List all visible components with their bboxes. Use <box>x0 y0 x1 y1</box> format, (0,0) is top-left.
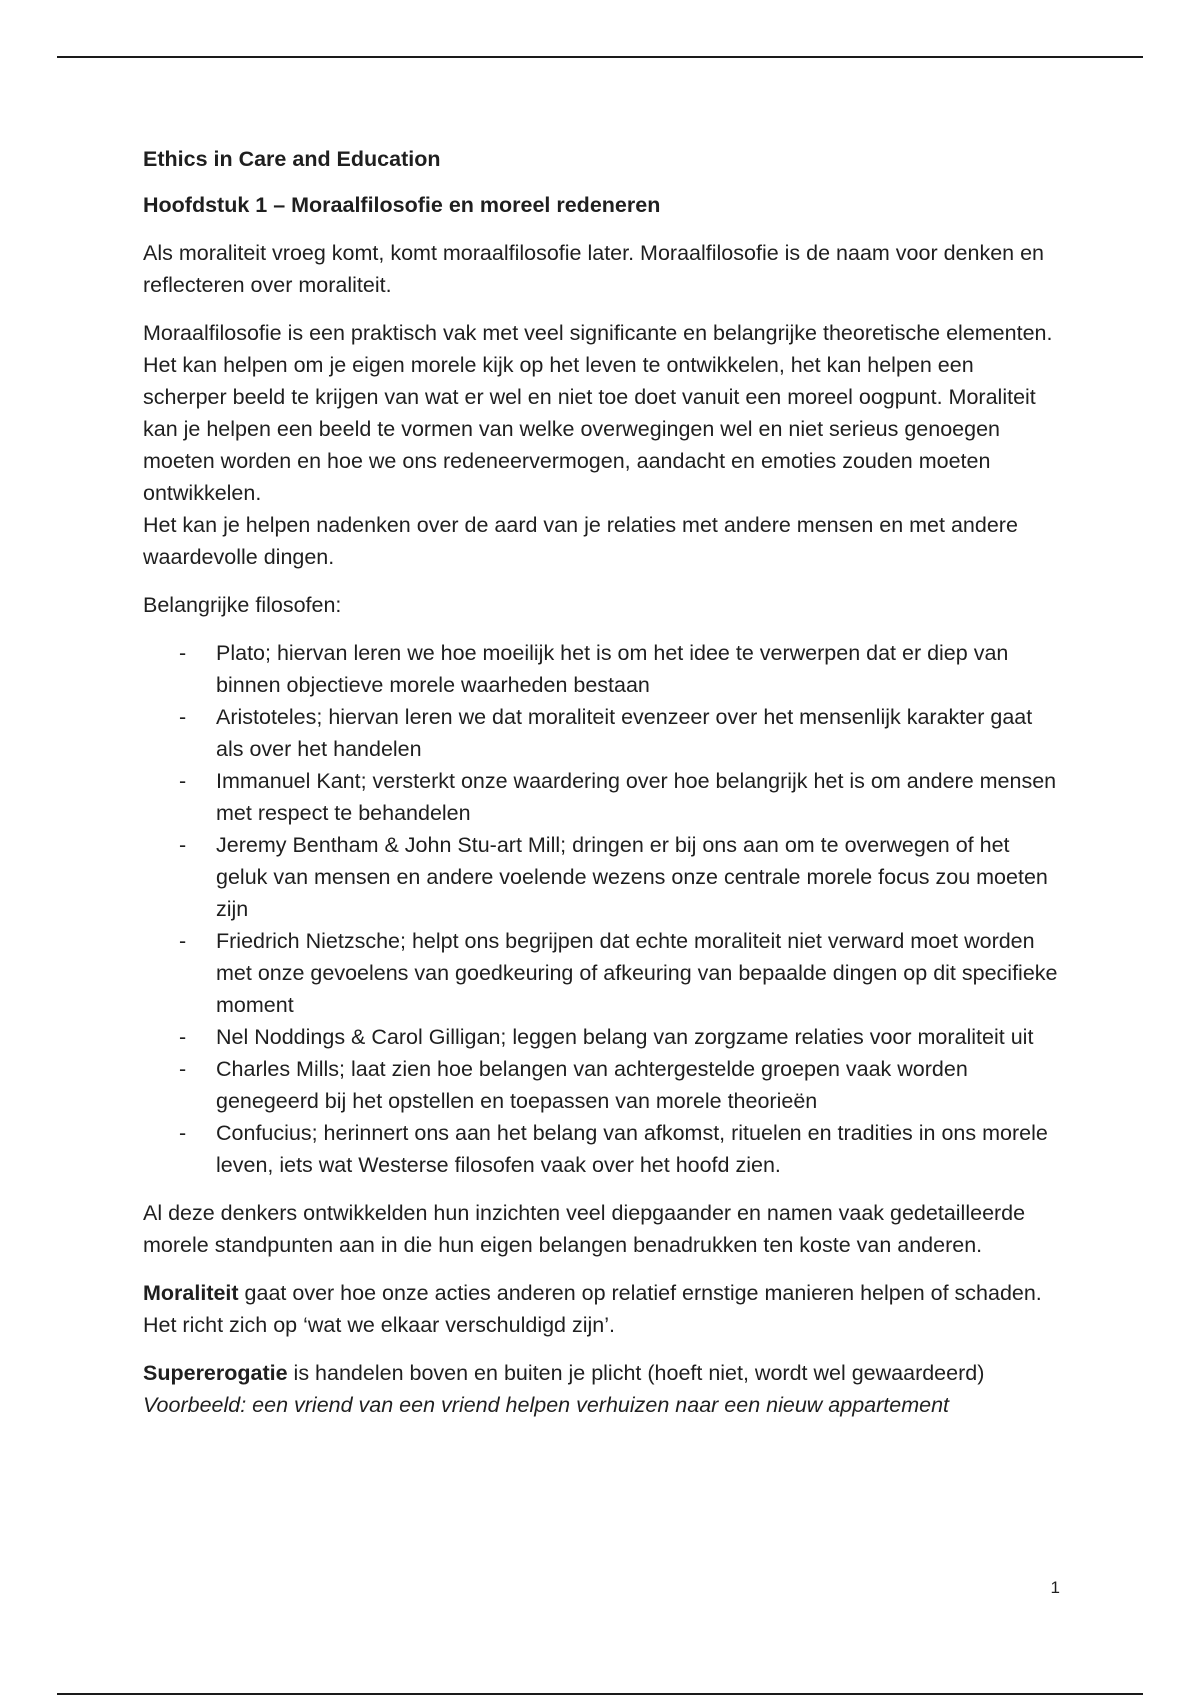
page-content <box>143 143 1063 1437</box>
moral-philosophy-paragraph <box>143 317 1063 573</box>
philosophers-list <box>143 637 1063 1181</box>
moral-philosophy-text: Moraalfilosofie is een praktisch vak met veel significante en belangrijke theoretische elementen. Het kan helpen om je eigen morele kijk op het leven te ontwikkelen, het kan helpen een scherper beeld te krijgen van wat er wel en niet toe doet vanuit een moreel oogpunt. Moraliteit kan je helpen een beeld te vormen van welke overwegingen wel en niet serieus genoegen moeten worden en hoe we ons redeneervermogen, aandacht en emoties zouden moeten ontwikkelen. <box>143 321 1053 505</box>
list-item <box>143 925 1063 1021</box>
bullet-dash: - <box>179 1057 187 1081</box>
bullet-dash: - <box>179 1025 187 1049</box>
bullet-dash: - <box>179 1121 187 1145</box>
philosophers-heading: Belangrijke filosofen: <box>143 593 342 617</box>
list-item-text: Plato; hiervan leren we hoe moeilijk het is om het idee te verwerpen dat er diep van binnen objectieve morele waarheden bestaan <box>216 641 1009 697</box>
list-item <box>143 829 1063 925</box>
list-item <box>143 701 1063 765</box>
bullet-dash: - <box>179 833 187 857</box>
list-item <box>143 1053 1063 1117</box>
list-item-text: Aristoteles; hiervan leren we dat moraliteit evenzeer over het mensenlijk karakter gaat als over het handelen <box>216 705 1033 761</box>
chapter-heading: Hoofdstuk 1 – Moraalfilosofie en moreel redeneren <box>143 193 661 217</box>
list-item <box>143 765 1063 829</box>
bullet-dash: - <box>179 769 187 793</box>
morality-definition-text: gaat over hoe onze acties anderen op relatief ernstige manieren helpen of schaden. Het richt zich op ‘wat we elkaar verschuldigd zijn’. <box>143 1281 1042 1337</box>
morality-definition <box>143 1277 1063 1341</box>
bullet-dash: - <box>179 929 187 953</box>
list-item-text: Immanuel Kant; versterkt onze waardering over hoe belangrijk het is om andere mensen met respect te behandelen <box>216 769 1057 825</box>
list-item-text: Jeremy Bentham & John Stu-art Mill; dringen er bij ons aan om te overwegen of het geluk van mensen en andere voelende wezens onze centrale morele focus zou moeten zijn <box>216 833 1048 921</box>
bullet-dash: - <box>179 705 187 729</box>
list-item-text: Nel Noddings & Carol Gilligan; leggen belang van zorgzame relaties voor moraliteit uit <box>216 1025 1034 1049</box>
relations-text: Het kan je helpen nadenken over de aard van je relaties met andere mensen en met andere waardevolle dingen. <box>143 513 1018 569</box>
list-item-text: Confucius; herinnert ons aan het belang van afkomst, rituelen en tradities in ons morele leven, iets wat Westerse filosofen vaak over het hoofd zien. <box>216 1121 1048 1177</box>
list-item <box>143 1117 1063 1181</box>
supererogation-definition <box>143 1357 1063 1421</box>
list-item-text: Charles Mills; laat zien hoe belangen van achtergestelde groepen vaak worden genegeerd bij het opstellen en toepassen van morele theorieën <box>216 1057 968 1113</box>
page-number: 1 <box>1050 1578 1060 1597</box>
list-item <box>143 1021 1063 1053</box>
document-title: Ethics in Care and Education <box>143 147 441 171</box>
example-text: Voorbeeld: een vriend van een vriend helpen verhuizen naar een nieuw appartement <box>143 1393 950 1417</box>
morality-term: Moraliteit <box>143 1281 239 1305</box>
supererogation-definition-text: is handelen boven en buiten je plicht (hoeft niet, wordt wel gewaardeerd) <box>287 1361 985 1385</box>
thinkers-paragraph: Al deze denkers ontwikkelden hun inzichten veel diepgaander en namen vaak gedetailleerde morele standpunten aan in die hun eigen belangen benadrukken ten koste van anderen. <box>143 1201 1026 1257</box>
bullet-dash: - <box>179 641 187 665</box>
bottom-rule <box>57 1693 1143 1695</box>
list-item-text: Friedrich Nietzsche; helpt ons begrijpen dat echte moraliteit niet verward moet worden met onze gevoelens van goedkeuring of afkeuring van bepaalde dingen op dit specifieke moment <box>216 929 1058 1017</box>
intro-paragraph: Als moraliteit vroeg komt, komt moraalfilosofie later. Moraalfilosofie is de naam voor denken en reflecteren over moraliteit. <box>143 241 1045 297</box>
top-rule <box>57 56 1143 58</box>
supererogation-term: Supererogatie <box>143 1361 288 1385</box>
list-item <box>143 637 1063 701</box>
